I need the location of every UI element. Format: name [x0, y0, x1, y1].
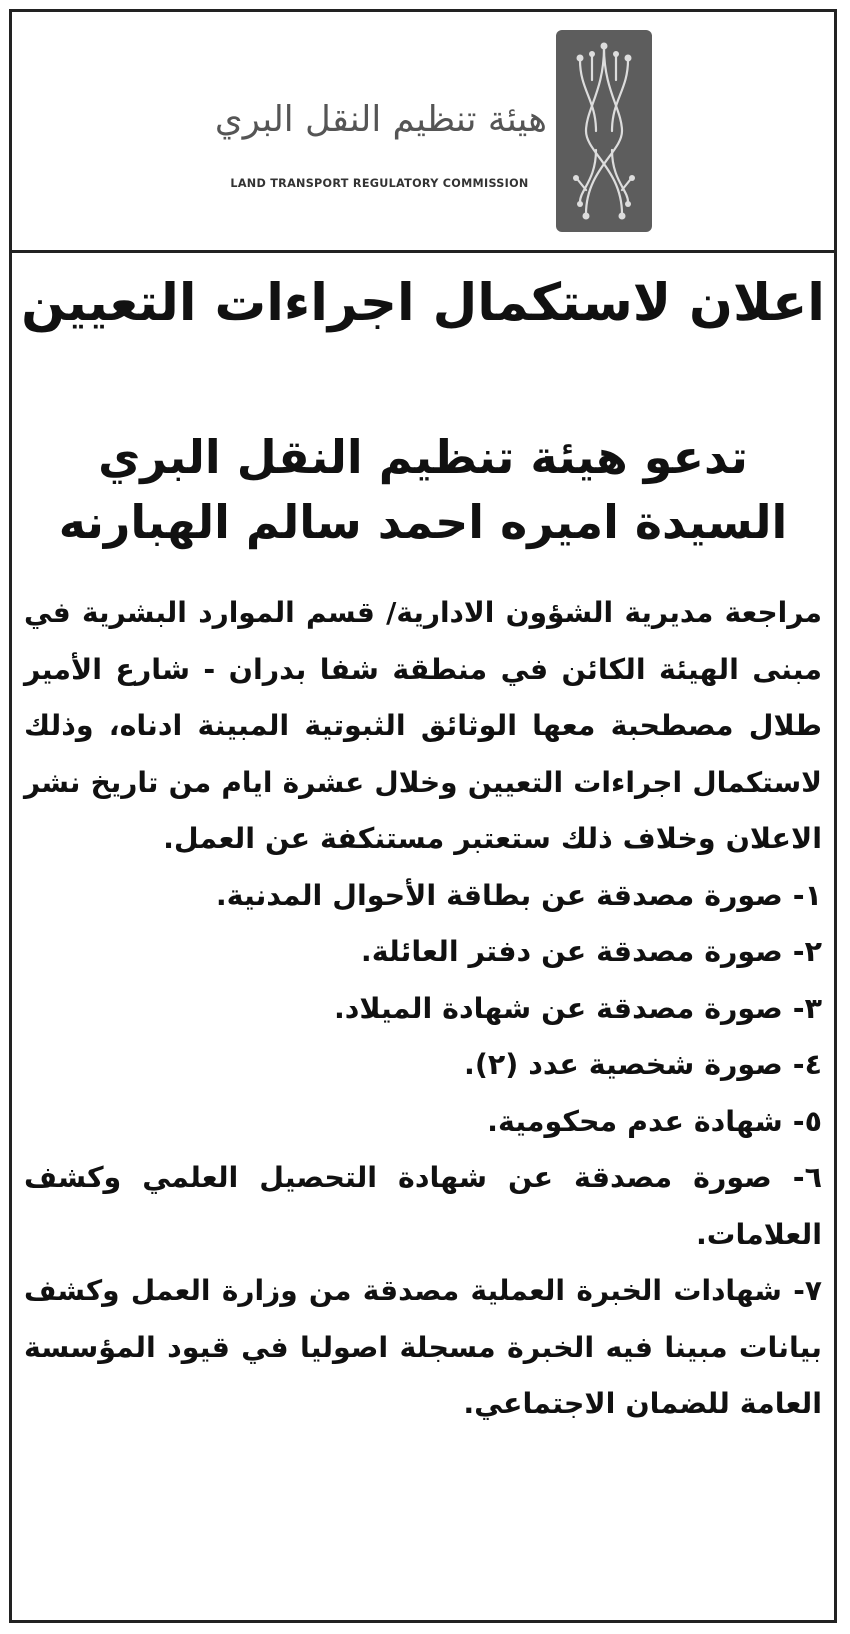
header — [12, 12, 834, 250]
header-divider — [9, 250, 837, 253]
paragraph-line: مبنى الهيئة الكائن في منطقة شفا بدران - شارع الأمير — [24, 652, 822, 686]
document-item: ١- صورة مصدقة عن بطاقة الأحوال المدنية. — [215, 878, 822, 912]
document-item: ٣- صورة مصدقة عن شهادة الميلاد. — [333, 991, 822, 1025]
document-item: ٢- صورة مصدقة عن دفتر العائلة. — [360, 935, 822, 968]
document-item: ٦- صورة مصدقة عن شهادة التحصيل العلمي وكشف — [24, 1161, 822, 1194]
announcement-title: اعلان لاستكمال اجراءات التعيين — [21, 273, 825, 333]
document-item: العلامات. — [695, 1217, 822, 1251]
document-item: ٤- صورة شخصية عدد (٢). — [464, 1048, 822, 1081]
logo-graphic — [556, 30, 652, 232]
paragraph-line: مراجعة مديرية الشؤون الادارية/ قسم الموارد البشرية في — [24, 596, 822, 629]
document-item: العامة للضمان الاجتماعي. — [463, 1387, 822, 1420]
paragraph-line: طلال مصطحبة معها الوثائق الثبوتية المبينة ادناه، وذلك — [24, 709, 822, 742]
circuit-transport-logo-icon — [556, 30, 652, 232]
document-item: ٥- شهادة عدم محكومية. — [487, 1104, 822, 1138]
announcement-body — [24, 585, 822, 1433]
paragraph-line: لاستكمال اجراءات التعيين وخلال عشرة ايام من تاريخ نشر — [24, 765, 822, 799]
logo-english-name: LAND TRANSPORT REGULATORY COMMISSION — [230, 177, 529, 190]
logo-arabic-name: هيئة تنظيم النقل البري — [214, 99, 547, 140]
document-item: بيانات مبينا فيه الخبرة مسجلة اصوليا في قيود المؤسسة — [24, 1330, 822, 1364]
document-item: ٧- شهادات الخبرة العملية مصدقة من وزارة العمل وكشف — [24, 1274, 822, 1307]
addressee-name: السيدة اميره احمد سالم الهبارنه — [58, 495, 788, 549]
invite-line: تدعو هيئة تنظيم النقل البري — [98, 430, 748, 484]
paragraph-line: الاعلان وخلاف ذلك ستعتبر مستنكفة عن العمل. — [163, 822, 822, 855]
